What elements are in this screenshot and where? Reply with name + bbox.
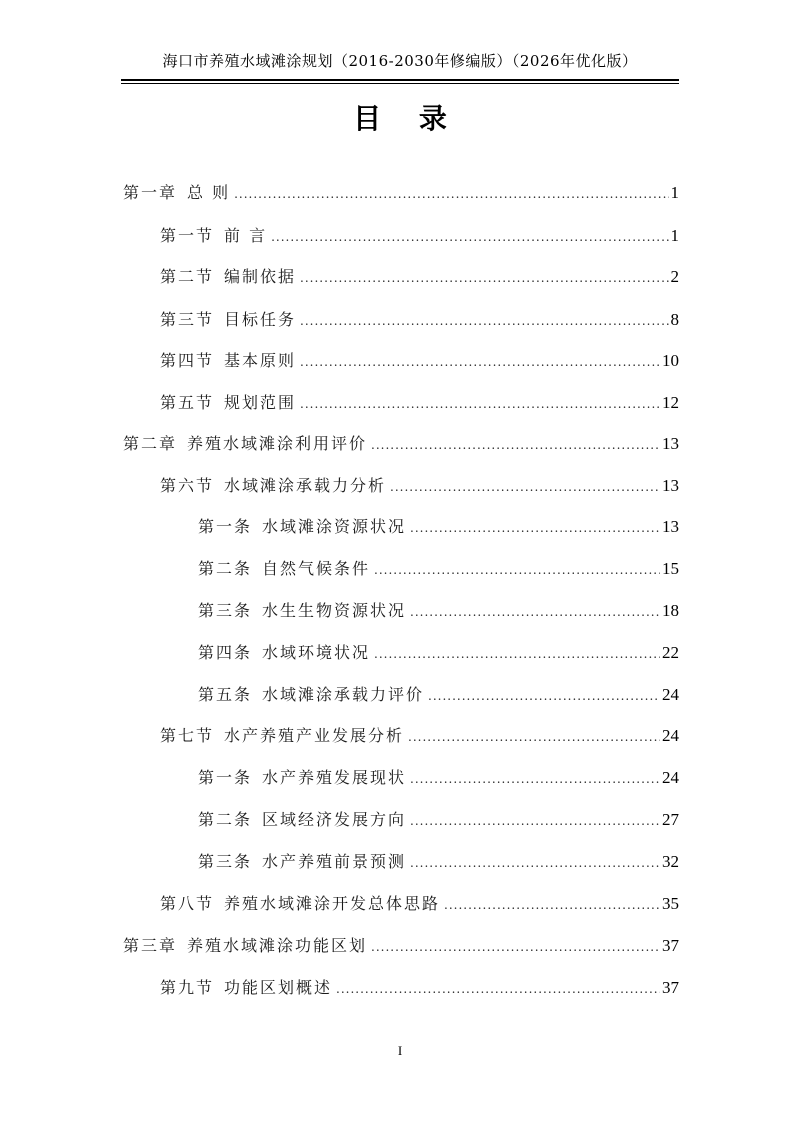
dot-leader <box>410 516 660 540</box>
toc-entry-label <box>198 808 406 832</box>
toc-entry-title: 编制依据 <box>224 267 297 286</box>
toc-page-number: 18 <box>662 601 679 620</box>
toc-entry-label <box>160 265 296 289</box>
toc-entry[interactable] <box>198 515 679 539</box>
toc-entry-number: 第七节 <box>160 726 215 745</box>
toc-entry-number: 第二条 <box>198 559 253 578</box>
toc-entry-label <box>123 432 367 456</box>
page-title: 目 录 <box>353 102 461 135</box>
dot-leader <box>300 392 660 416</box>
toc-entry-title: 水产养殖产业发展分析 <box>224 726 405 745</box>
dot-leader <box>444 893 660 917</box>
toc-page-number: 24 <box>662 685 679 704</box>
toc-entry[interactable] <box>123 432 679 456</box>
toc-entry-title: 基本原则 <box>224 351 297 370</box>
toc-entry-number: 第三节 <box>160 310 215 329</box>
toc-entry[interactable] <box>160 976 679 1000</box>
dot-leader <box>371 433 660 457</box>
toc-entry-label <box>198 683 424 707</box>
toc-entry[interactable] <box>198 557 679 581</box>
toc-entry-label <box>160 892 440 916</box>
toc-entry[interactable] <box>160 349 679 373</box>
toc-entry-title: 功能区划概述 <box>224 978 333 997</box>
toc-entry-label <box>160 474 386 498</box>
dot-leader <box>300 309 668 333</box>
toc-entry-number: 第三条 <box>198 852 253 871</box>
toc-page-number: 1 <box>670 183 679 202</box>
toc-entry-label <box>160 976 332 1000</box>
dot-leader <box>371 935 660 959</box>
toc-entry[interactable] <box>160 308 679 332</box>
toc-page-number: 24 <box>662 768 679 787</box>
toc-entry-number: 第八节 <box>160 894 215 913</box>
dot-leader <box>374 642 660 666</box>
toc-entry-number: 第四条 <box>198 643 253 662</box>
toc-page-number: 35 <box>662 894 679 913</box>
toc-entry[interactable] <box>198 599 679 623</box>
toc-page-number: 32 <box>662 852 679 871</box>
toc-entry-label <box>160 349 296 373</box>
toc-page-number: 15 <box>662 559 679 578</box>
dot-leader <box>374 558 660 582</box>
toc-page-number: 13 <box>662 476 679 495</box>
toc-page-number: 12 <box>662 393 679 412</box>
toc-entry-title: 养殖水域滩涂利用评价 <box>187 434 368 453</box>
toc-entry-label <box>123 934 367 958</box>
toc-entry-title: 水域滩涂承载力分析 <box>224 476 387 495</box>
dot-leader <box>410 767 660 791</box>
toc-entry-label <box>160 391 296 415</box>
toc-page-number: 10 <box>662 351 679 370</box>
toc-entry-number: 第四节 <box>160 351 215 370</box>
dot-leader <box>410 851 660 875</box>
toc-entry[interactable] <box>160 892 679 916</box>
dot-leader <box>271 225 668 249</box>
toc-entry-number: 第三章 <box>123 936 178 955</box>
toc-entry-number: 第一条 <box>198 768 253 787</box>
toc-entry-number: 第一章 <box>123 183 178 202</box>
header-double-rule <box>121 79 679 84</box>
toc-entry-number: 第九节 <box>160 978 215 997</box>
toc-entry-label <box>198 599 406 623</box>
toc-entry-title: 水域环境状况 <box>262 643 371 662</box>
toc-entry-title: 目标任务 <box>224 310 297 329</box>
toc-entry[interactable] <box>160 265 679 289</box>
dot-leader <box>336 977 660 1001</box>
toc-entry[interactable] <box>198 808 679 832</box>
toc-entry-number: 第一节 <box>160 226 215 245</box>
dot-leader <box>300 266 668 290</box>
toc-entry-title: 区域经济发展方向 <box>262 810 407 829</box>
toc-entry-label <box>123 181 230 205</box>
toc-page-number: 24 <box>662 726 679 745</box>
toc-page-number: 1 <box>670 226 679 245</box>
toc-page-number: 22 <box>662 643 679 662</box>
dot-leader <box>408 725 660 749</box>
dot-leader <box>428 684 660 708</box>
toc-entry-title: 水产养殖发展现状 <box>262 768 407 787</box>
toc-entry-title: 养殖水域滩涂开发总体思路 <box>224 894 441 913</box>
toc-entry-number: 第五节 <box>160 393 215 412</box>
toc-entry-label <box>198 641 370 665</box>
toc-entry-label <box>160 724 404 748</box>
toc-entry-title: 规划范围 <box>224 393 297 412</box>
toc-entry-label <box>160 224 267 248</box>
toc-entry-number: 第三条 <box>198 601 253 620</box>
toc-page-number: 37 <box>662 978 679 997</box>
dot-leader <box>410 809 660 833</box>
toc-page-number: 8 <box>670 310 679 329</box>
dot-leader <box>234 182 668 206</box>
toc-entry-number: 第二节 <box>160 267 215 286</box>
toc-entry[interactable] <box>198 766 679 790</box>
toc-entry-title: 总 则 <box>187 183 231 202</box>
toc-page-number: 2 <box>670 267 679 286</box>
page-number: I <box>397 1043 403 1058</box>
running-header: 海口市养殖水域滩涂规划（2016-2030年修编版）（2026年优化版） <box>162 52 638 70</box>
toc-entry[interactable] <box>160 391 679 415</box>
toc-entry-label <box>198 850 406 874</box>
toc-entry-label <box>198 557 370 581</box>
dot-leader <box>410 600 660 624</box>
toc-entry[interactable] <box>123 934 679 958</box>
toc-entry-title: 水域滩涂承载力评价 <box>262 685 425 704</box>
toc-entry-number: 第五条 <box>198 685 253 704</box>
toc-entry[interactable] <box>198 683 679 707</box>
toc-entry-title: 水产养殖前景预测 <box>262 852 407 871</box>
toc-entry[interactable] <box>198 850 679 874</box>
toc-page-number: 13 <box>662 434 679 453</box>
toc-entry[interactable] <box>160 474 679 498</box>
toc-entry-title: 前 言 <box>224 226 268 245</box>
toc-entry-title: 水生生物资源状况 <box>262 601 407 620</box>
toc-page-number: 27 <box>662 810 679 829</box>
dot-leader <box>390 475 660 499</box>
toc-entry[interactable] <box>160 724 679 748</box>
toc-entry[interactable] <box>198 641 679 665</box>
toc-entry-number: 第二章 <box>123 434 178 453</box>
toc-entry-title: 水域滩涂资源状况 <box>262 517 407 536</box>
toc-entry-title: 养殖水域滩涂功能区划 <box>187 936 368 955</box>
toc-entry-label <box>198 766 406 790</box>
toc-page-number: 13 <box>662 517 679 536</box>
toc-entry-number: 第二条 <box>198 810 253 829</box>
toc-entry[interactable] <box>160 224 679 248</box>
toc-entry-label <box>198 515 406 539</box>
toc-page-number: 37 <box>662 936 679 955</box>
toc-entry-number: 第一条 <box>198 517 253 536</box>
toc-entry-title: 自然气候条件 <box>262 559 371 578</box>
toc-entry-number: 第六节 <box>160 476 215 495</box>
dot-leader <box>300 350 660 374</box>
toc-entry-label <box>160 308 296 332</box>
toc-entry[interactable] <box>123 181 679 205</box>
